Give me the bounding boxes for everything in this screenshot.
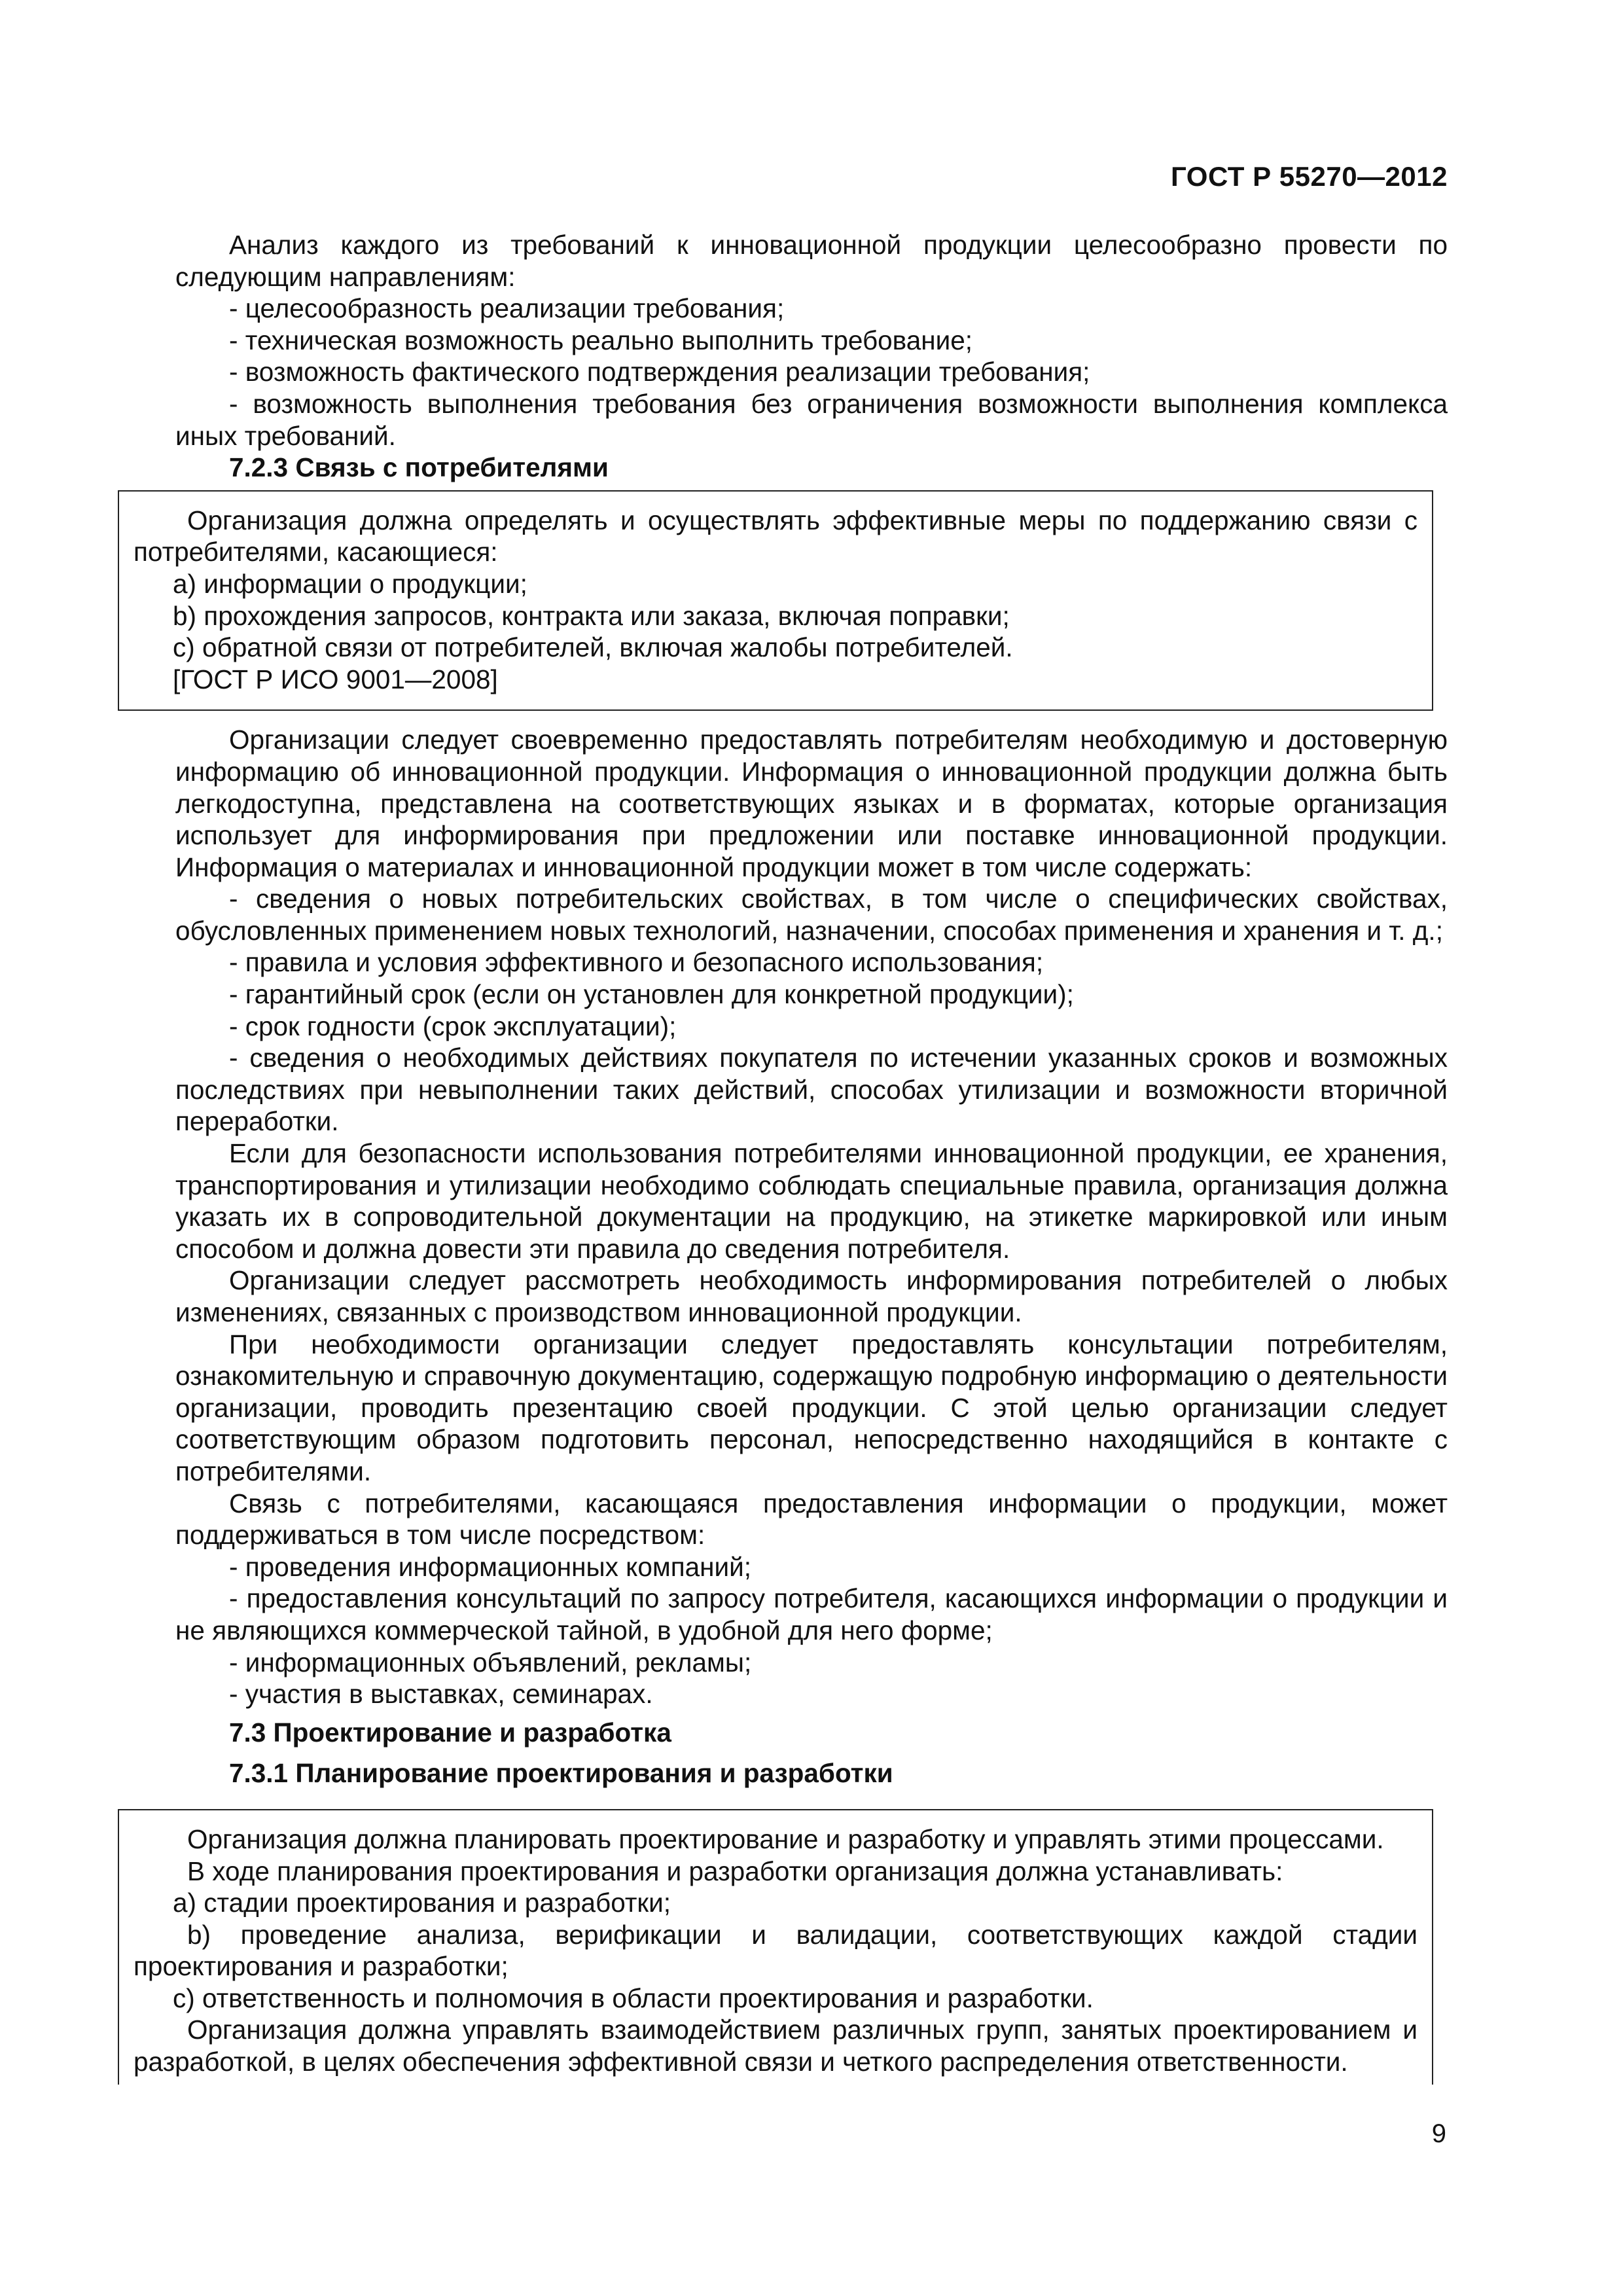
section-heading-7-3-1: 7.3.1 Планирование проектирования и разработки xyxy=(229,1758,893,1789)
box-paragraph: Организация должна планировать проектирование и разработку и управлять этими процессами. xyxy=(187,1823,1384,1854)
box-list-item: b) проведение анализа, верификации и валидации, соответствующих каждой стадии проектирования и разработки; xyxy=(134,1919,1418,1982)
list-item: - срок годности (срок эксплуатации); xyxy=(229,1011,677,1041)
list-item: - участия в выставках, семинарах. xyxy=(229,1679,653,1710)
list-item: - проведения информационных компаний; xyxy=(229,1551,752,1582)
page-content xyxy=(134,229,1448,2098)
page-number: 9 xyxy=(1431,2119,1446,2148)
quote-box-iso-9001 xyxy=(118,490,1433,711)
list-item: - техническая возможность реально выполнить требование; xyxy=(229,325,973,355)
list-item: - возможность фактического подтверждения реализации требования; xyxy=(229,357,1090,387)
box-list-item: a) информации о продукции; xyxy=(173,568,527,599)
paragraph: Связь с потребителями, касающаяся предоставления информации о продукции, может поддерживаться в том числе посредством: xyxy=(175,1488,1448,1551)
list-item: - информационных объявлений, рекламы; xyxy=(229,1647,752,1677)
list-item: - гарантийный срок (если он установлен для конкретной продукции); xyxy=(229,979,1074,1010)
box-paragraph: Организация должна управлять взаимодействием различных групп, занятых проектированием и разработкой, в целях обеспечения эффективной связи и четкого распределения ответственности. xyxy=(134,2015,1418,2077)
box-paragraph: В ходе планирования проектирования и разработки организация должна устанавливать: xyxy=(187,1856,1283,1886)
paragraph: Организации следует своевременно предоставлять потребителям необходимую и достоверную информацию об инновационной продукции. Информация о инновационной продукции должна быть легкодоступна, представлена на соответствующих языках и в форматах, которые организация использует для информирования при предложении или поставке инновационной продукции. Информация о материалах и инновационной продукции может в том числе содержать: xyxy=(175,725,1448,882)
box-list-item: c) ответственность и полномочия в области проектирования и разработки. xyxy=(173,1982,1094,2013)
list-item: - предоставления консультаций по запросу потребителя, касающихся информации о продукции и не являющихся коммерческой тайной, в удобной для него форме; xyxy=(175,1583,1448,1645)
section-heading-7-2-3: 7.2.3 Связь с потребителями xyxy=(229,452,609,483)
paragraph: При необходимости организации следует предоставлять консультации потребителям, ознакомительную и справочную документацию, содержащую подробную информацию о деятельности организации, проводить презентацию своей продукции. С этой целью организации следует соответствующим образом подготовить персонал, непосредственно находящийся в контакте с потребителями. xyxy=(175,1329,1448,1486)
box-reference: [ГОСТ Р ИСО 9001—2008] xyxy=(173,664,498,694)
quote-box-design-planning xyxy=(118,1809,1433,2085)
section-heading-7-3: 7.3 Проектирование и разработка xyxy=(229,1717,671,1748)
box-list-item: c) обратной связи от потребителей, включая жалобы потребителей. xyxy=(173,632,1013,663)
box-paragraph: Организация должна определять и осуществлять эффективные меры по поддержанию связи с потребителями, касающиеся: xyxy=(134,505,1418,567)
list-item: - правила и условия эффективного и безопасного использования; xyxy=(229,947,1044,978)
standard-designation: ГОСТ Р 55270—2012 xyxy=(1171,161,1448,192)
list-item: - целесообразность реализации требования; xyxy=(229,293,785,324)
list-item: - сведения о новых потребительских свойствах, в том числе о специфических свойствах, обусловленных применением новых технологий, назначении, способах применения и хранения и т. д.; xyxy=(175,884,1448,946)
paragraph: Если для безопасности использования потребителями инновационной продукции, ее хранения, транспортирования и утилизации необходимо соблюдать специальные правила, организация должна указать их в сопроводительной документации на продукцию, на этикетке маркировкой или иным способом и должна довести эти правила до сведения потребителя. xyxy=(175,1138,1448,1264)
list-item: - возможность выполнения требования без ограничения возможности выполнения комплекса иных требований. xyxy=(175,388,1448,451)
paragraph: Организации следует рассмотреть необходимость информирования потребителей о любых изменениях, связанных с производством инновационной продукции. xyxy=(175,1265,1448,1327)
intro-paragraph: Анализ каждого из требований к инновационной продукции целесообразно провести по следующим направлениям: xyxy=(175,230,1448,292)
box-list-item: a) стадии проектирования и разработки; xyxy=(173,1888,671,1918)
box-list-item: b) прохождения запросов, контракта или заказа, включая поправки; xyxy=(173,600,1010,631)
list-item: - сведения о необходимых действиях покупателя по истечении указанных сроков и возможных последствиях при невыполнении таких действий, способах утилизации и возможности вторичной переработки. xyxy=(175,1043,1448,1137)
